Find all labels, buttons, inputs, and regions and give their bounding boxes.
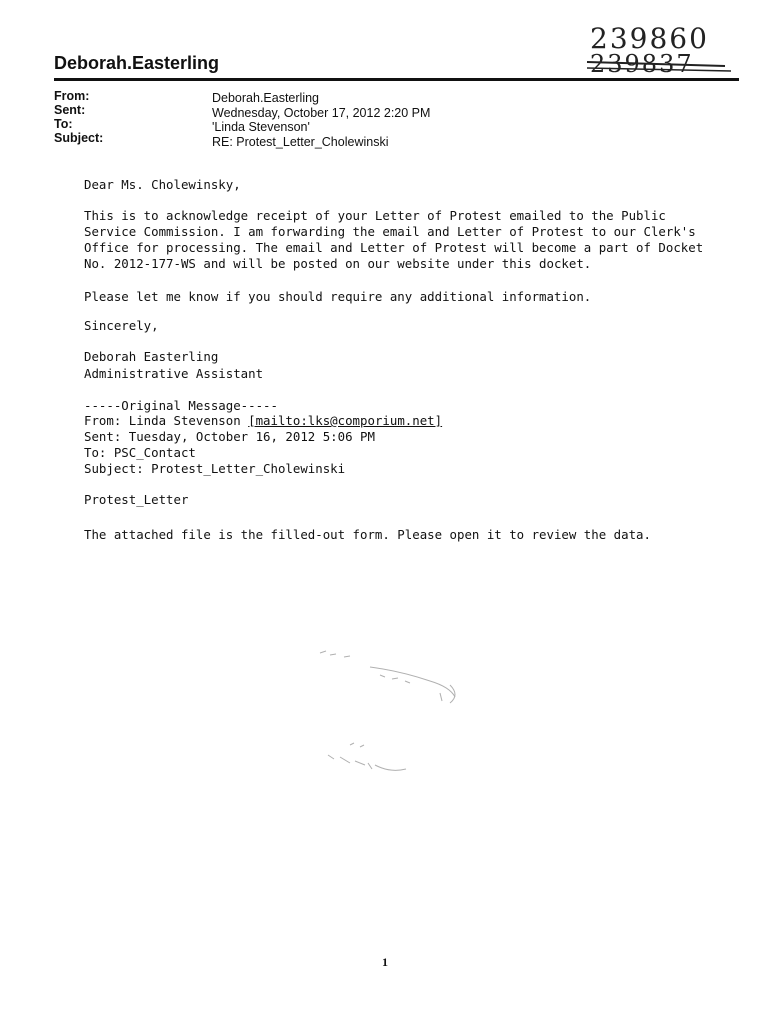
sent-value: Wednesday, October 17, 2012 2:20 PM [212,106,431,120]
body-line-3: Office for processing. The email and Letter of Protest will become a part of Docket [84,240,704,255]
body-request-line: Please let me know if you should require any additional information. [84,289,592,304]
original-from-text: From: Linda Stevenson [84,413,249,428]
closing: Sincerely, [84,318,159,333]
sent-label: Sent: [54,103,86,117]
from-value: Deborah.Easterling [212,91,320,105]
original-from-line [84,413,704,429]
original-message-header: -----Original Message----- [84,398,278,413]
subject-value: RE: Protest_Letter_Cholewinski [212,135,389,149]
greeting: Dear Ms. Cholewinsky, [84,177,241,192]
original-body-line-2: The attached file is the filled-out form. Please open it to review the data. [84,527,651,542]
original-body-line-1: Protest_Letter [84,492,189,507]
received-stamp [310,645,480,785]
body-line-4: No. 2012-177-WS and will be posted on our website under this docket. [84,256,592,271]
original-sent-line: Sent: Tuesday, October 16, 2012 5:06 PM [84,429,375,444]
handwritten-struck-number: 239837 [590,50,694,78]
mailto-link[interactable]: [mailto:lks@comporium.net] [248,413,443,428]
page-number: 1 [382,955,388,969]
body-line-1: This is to acknowledge receipt of your Letter of Protest emailed to the Public [84,208,666,223]
subject-label: Subject: [54,131,104,145]
from-label: From: [54,89,90,103]
to-value: 'Linda Stevenson' [212,120,310,134]
original-to-line: To: PSC_Contact [84,445,196,460]
signature-name: Deborah Easterling [84,349,219,364]
original-subject-line: Subject: Protest_Letter_Cholewinski [84,461,346,476]
handwritten-number: 239860 [590,22,709,55]
header-divider [54,78,739,81]
signature-title: Administrative Assistant [84,366,264,381]
sender-heading: Deborah.Easterling [54,53,220,73]
strikethrough-mark [585,54,735,74]
body-line-2: Service Commission. I am forwarding the email and Letter of Protest to our Clerk's [84,224,696,239]
to-label: To: [54,117,73,131]
